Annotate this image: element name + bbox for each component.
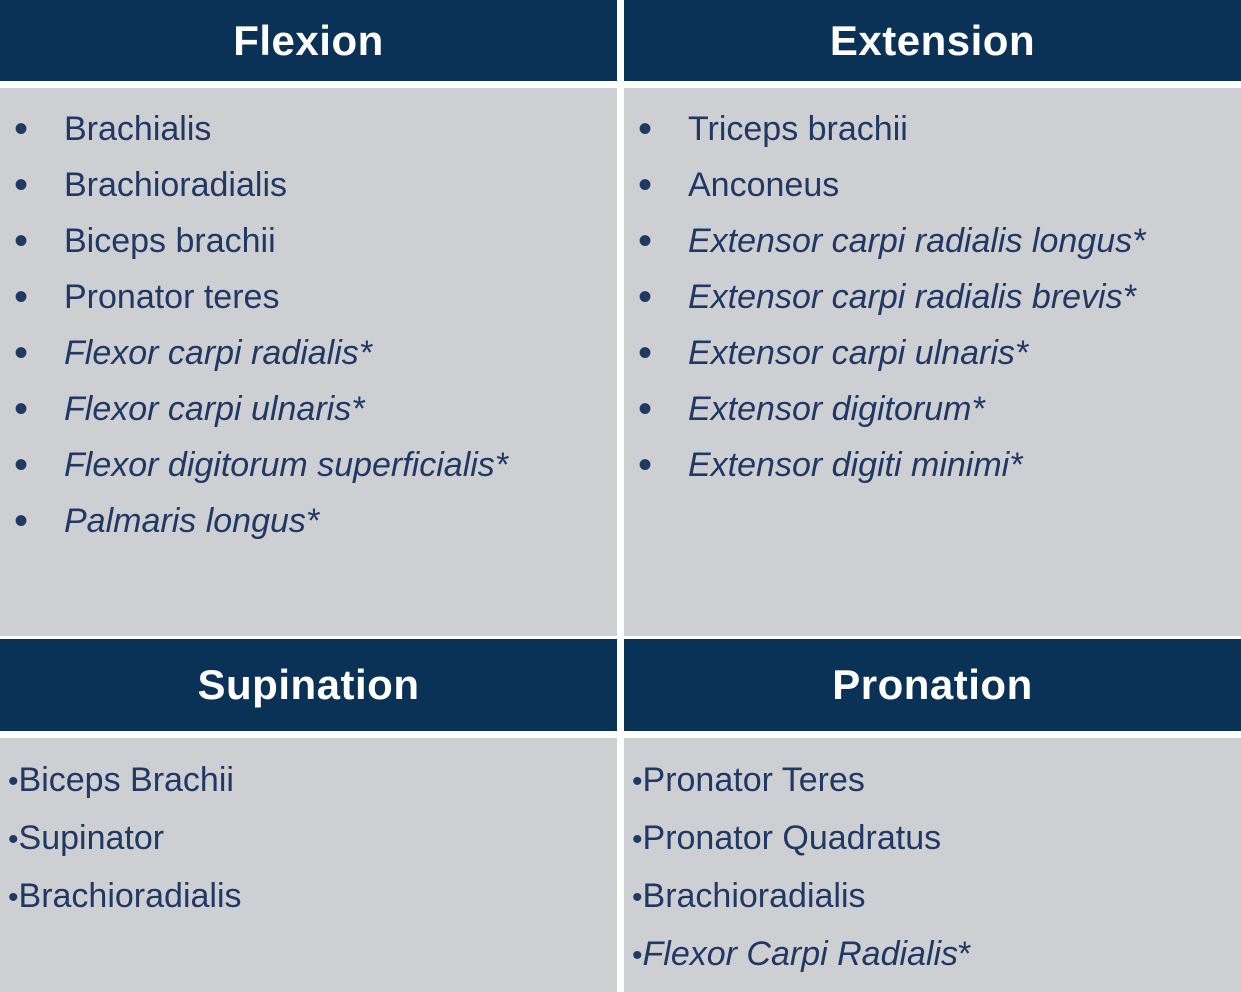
bullet-icon: • [8, 765, 19, 798]
muscle-name: Extensor carpi ulnaris* [688, 334, 1029, 372]
pronation-header: Pronation [832, 661, 1033, 708]
bullet-icon: • [638, 107, 653, 151]
bullet-icon: • [14, 331, 29, 375]
asterisk-marker: * [958, 935, 972, 973]
supination-header: Supination [197, 661, 420, 708]
muscle-name: Extensor digitorum* [688, 390, 985, 428]
muscle-list-item [624, 213, 1189, 269]
muscle-list-item [632, 868, 1235, 926]
muscle-list-item [0, 157, 607, 213]
bullet-icon: • [638, 443, 653, 487]
muscle-list-item [8, 752, 611, 810]
muscle-name: Anconeus [688, 166, 840, 204]
muscle-name: Pronator Teres [642, 761, 865, 799]
muscle-name: Flexor carpi radialis* [64, 334, 372, 372]
supination-header-cell [0, 639, 617, 731]
bullet-icon: • [14, 107, 29, 151]
muscle-name: Brachialis [64, 110, 212, 148]
table-forearm-supination-pronation [0, 639, 1241, 992]
muscle-name: Flexor digitorum superficialis* [64, 446, 509, 484]
muscle-list-item [624, 269, 1189, 325]
muscle-name: Brachioradialis [18, 877, 242, 915]
muscle-list-item [632, 810, 1235, 868]
muscle-list-item [8, 868, 611, 926]
muscle-list-item [624, 101, 1189, 157]
extension-header: Extension [829, 16, 1036, 64]
muscle-name: Extensor digiti minimi* [688, 446, 1023, 484]
muscle-list-item [0, 493, 607, 549]
bullet-icon: • [638, 275, 653, 319]
bullet-icon: • [8, 823, 19, 856]
muscle-list-item [0, 269, 607, 325]
extension-muscle-list [624, 88, 1241, 493]
bullet-icon: • [638, 331, 653, 375]
bullet-icon: • [14, 163, 29, 207]
supination-muscle-list [0, 738, 617, 926]
muscle-name: Flexor Carpi Radialis [642, 935, 959, 973]
muscle-name: Brachioradialis [642, 877, 866, 915]
bullet-icon: • [632, 939, 643, 972]
muscle-list-item [0, 101, 607, 157]
bullet-icon: • [14, 443, 29, 487]
muscle-name: Pronator teres [64, 278, 280, 316]
muscle-name: Pronator Quadratus [642, 819, 942, 857]
muscle-list-item [632, 926, 1235, 984]
muscle-list-item [0, 381, 607, 437]
bullet-icon: • [632, 765, 643, 798]
bullet-icon: • [14, 219, 29, 263]
flexion-header-cell [0, 0, 617, 81]
flexion-header: Flexion [233, 16, 384, 64]
flexion-body-cell [0, 88, 617, 636]
bullet-icon: • [14, 499, 29, 543]
muscle-list-item [624, 381, 1189, 437]
muscle-list-item [624, 437, 1189, 493]
muscle-name: Flexor carpi ulnaris* [64, 390, 365, 428]
flexion-muscle-list [0, 88, 617, 549]
extension-body-cell [624, 88, 1241, 636]
bullet-icon: • [632, 823, 643, 856]
muscle-list-item [0, 437, 607, 493]
pronation-body-cell [624, 738, 1241, 992]
muscle-list-item [0, 213, 607, 269]
bullet-icon: • [14, 387, 29, 431]
bullet-icon: • [638, 163, 653, 207]
muscle-name: Biceps Brachii [18, 761, 234, 799]
muscle-name: Supinator [18, 819, 165, 857]
muscle-name: Biceps brachii [64, 222, 276, 260]
muscle-list-item [624, 157, 1189, 213]
muscle-list-item [8, 810, 611, 868]
pronation-muscle-list [624, 738, 1241, 984]
muscle-name: Brachioradialis [64, 166, 287, 204]
bullet-icon: • [632, 881, 643, 914]
muscle-name: Triceps brachii [688, 110, 908, 148]
muscle-list-item [624, 325, 1189, 381]
muscle-name: Extensor carpi radialis brevis* [688, 278, 1136, 316]
muscle-name: Extensor carpi radialis longus* [688, 222, 1146, 260]
bullet-icon: • [638, 219, 653, 263]
extension-header-cell [624, 0, 1241, 81]
bullet-icon: • [638, 387, 653, 431]
supination-body-cell [0, 738, 617, 992]
muscle-list-item [632, 752, 1235, 810]
muscle-name: Palmaris longus* [64, 502, 320, 540]
bullet-icon: • [14, 275, 29, 319]
bullet-icon: • [8, 881, 19, 914]
pronation-header-cell [624, 639, 1241, 731]
muscle-list-item [0, 325, 607, 381]
